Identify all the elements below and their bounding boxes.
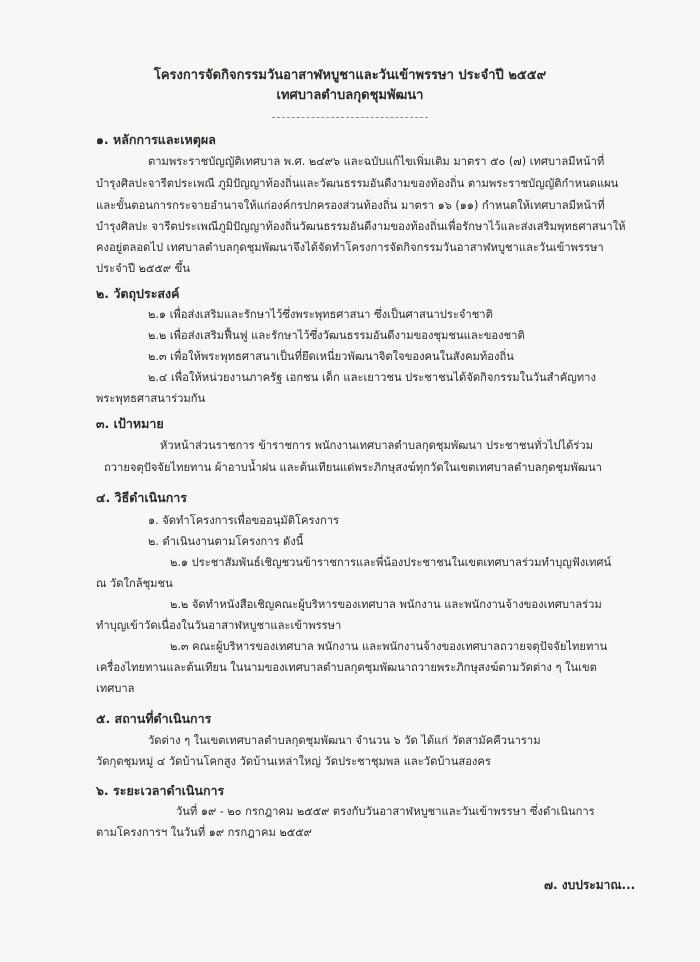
section-heading: ๔. วิธีดำเนินการ [96, 490, 188, 505]
paragraph-line: ประจำปี ๒๕๕๙ ขึ้น [96, 262, 190, 275]
paragraph-line: ถวายจตุปัจจัยไทยทาน ผ้าอาบน้ำฝน และต้นเทียนแด่พระภิกษุสงฆ์ทุกวัดในเขตเทศบาลตำบลกุดชุมพัฒนา [104, 461, 602, 474]
procedure-substep-continued: เครื่องไทยทานและต้นเทียน ในนามของเทศบาลตำบลกุดชุมพัฒนาถวายพระภิกษุสงฆ์ตามวัดต่าง ๆ ในเขต [96, 661, 597, 674]
paragraph-line: บำรุงศิลปะจารีตประเพณี ภูมิปัญญาท้องถิ่นและวัฒนธรรมอันดีงามของท้องถิ่น ตามพระราชบัญญัติกำหนดแผน [96, 177, 619, 190]
section-heading: ๓. เป้าหมาย [96, 416, 164, 431]
procedure-step: ๒. ดำเนินงานตามโครงการ ดังนี้ [148, 535, 304, 548]
procedure-substep: ๒.๑ ประชาสัมพันธ์เชิญชวนข้าราชการและพี่น้องประชาชนในเขตเทศบาลร่วมทำบุญฟังเทศน์ [170, 556, 612, 569]
paragraph-line: คงอยู่ตลอดไป เทศบาลตำบลกุดชุมพัฒนาจึงได้จัดทำโครงการจัดกิจกรรมวันอาสาฬหบูชาและวันเข้าพรรษา [96, 241, 604, 254]
continuation-footer: ๗. งบประมาณ... [544, 878, 636, 892]
objective-item: ๒.๑ เพื่อส่งเสริมและรักษาไว้ซึ่งพระพุทธศาสนา ซึ่งเป็นศาสนาประจำชาติ [148, 308, 493, 321]
objective-item-continued: พระพุทธศาสนาร่วมกัน [96, 392, 206, 405]
procedure-substep-continued: เทศบาล [96, 682, 135, 695]
paragraph-line: วัดต่าง ๆ ในเขตเทศบาลตำบลกุดชุมพัฒนา จำนวน ๖ วัด ได้แก่ วัดสามัคคีวนาราม [148, 734, 541, 747]
section-heading: ๖. ระยะเวลาดำเนินการ [96, 783, 225, 798]
paragraph-line: ตามพระราชบัญญัติเทศบาล พ.ศ. ๒๔๙๖ และฉบับแก้ไขเพิ่มเติม มาตรา ๕๐ (๗) เทศบาลมีหน้าที่ [148, 155, 605, 168]
objective-item: ๒.๔ เพื่อให้หน่วยงานภาครัฐ เอกชน เด็ก และเยาวชน ประชาชนได้จัดกิจกรรมในวันสำคัญทาง [148, 371, 596, 384]
paragraph-line: และขั้นตอนการกระจายอำนาจให้แก่องค์กรปกครองส่วนท้องถิ่น มาตรา ๑๖ (๑๑) กำหนดให้เทศบาลมีหน้าที่ [96, 199, 605, 212]
paragraph-line: หัวหน้าส่วนราชการ ข้าราชการ พนักงานเทศบาลตำบลกุดชุมพัฒนา ประชาชนทั่วไปได้ร่วม [160, 439, 594, 452]
paragraph-line: วันที่ ๑๙ - ๒๐ กรกฎาคม ๒๕๕๙ ตรงกับวันอาสาฬหบูชาและวันเข้าพรรษา ซึ่งดำเนินการ [176, 805, 595, 818]
paragraph-line: ตามโครงการฯ ในวันที่ ๑๙ กรกฎาคม ๒๕๕๙ [96, 826, 312, 839]
objective-item: ๒.๒ เพื่อส่งเสริมฟื้นฟู และรักษาไว้ซึ่งวัฒนธรรมอันดีงามของชุมชนและของชาติ [148, 329, 525, 342]
document-title: โครงการจัดกิจกรรมวันอาสาฬหบูชาและวันเข้าพรรษา ประจำปี ๒๕๕๙ [153, 68, 547, 83]
objective-item: ๒.๓ เพื่อให้พระพุทธศาสนาเป็นที่ยึดเหนี่ยวพัฒนาจิตใจของคนในสังคมท้องถิ่น [148, 350, 514, 363]
paragraph-line: บำรุงศิลปะ จารีตประเพณีภูมิปัญญาท้องถิ่นวัฒนธรรมอันดีงามของท้องถิ่นเพื่อรักษาไว้และส่งเสริมพุทธศาสนาให้ [96, 220, 626, 233]
title-divider [272, 117, 428, 118]
section-heading: ๒. วัตถุประสงค์ [96, 286, 180, 301]
procedure-substep-continued: ทำบุญเข้าวัดเนื่องในวันอาสาฬหบูชาและเข้าพรรษา [96, 619, 342, 632]
section-heading: ๕. สถานที่ดำเนินการ [96, 711, 212, 726]
procedure-step: ๑. จัดทำโครงการเพื่อขออนุมัติโครงการ [148, 514, 340, 527]
section-heading: ๑. หลักการและเหตุผล [96, 132, 216, 147]
document-subtitle: เทศบาลตำบลกุดชุมพัฒนา [276, 88, 424, 103]
procedure-substep: ๒.๒ จัดทำหนังสือเชิญคณะผู้บริหารของเทศบาล พนักงาน และพนักงานจ้างของเทศบาลร่วม [170, 598, 602, 611]
paragraph-line: วัดกุดชุมหมู่ ๔ วัดบ้านโคกสูง วัดบ้านเหล่าใหญ่ วัดประชาชุมพล และวัดบ้านสองคร [96, 755, 491, 768]
procedure-substep: ๒.๓ คณะผู้บริหารของเทศบาล พนักงาน และพนักงานจ้างของเทศบาลถวายจตุปัจจัยไทยทาน [170, 640, 608, 653]
procedure-substep-continued: ณ วัดใกล้ชุมชน [96, 577, 173, 590]
